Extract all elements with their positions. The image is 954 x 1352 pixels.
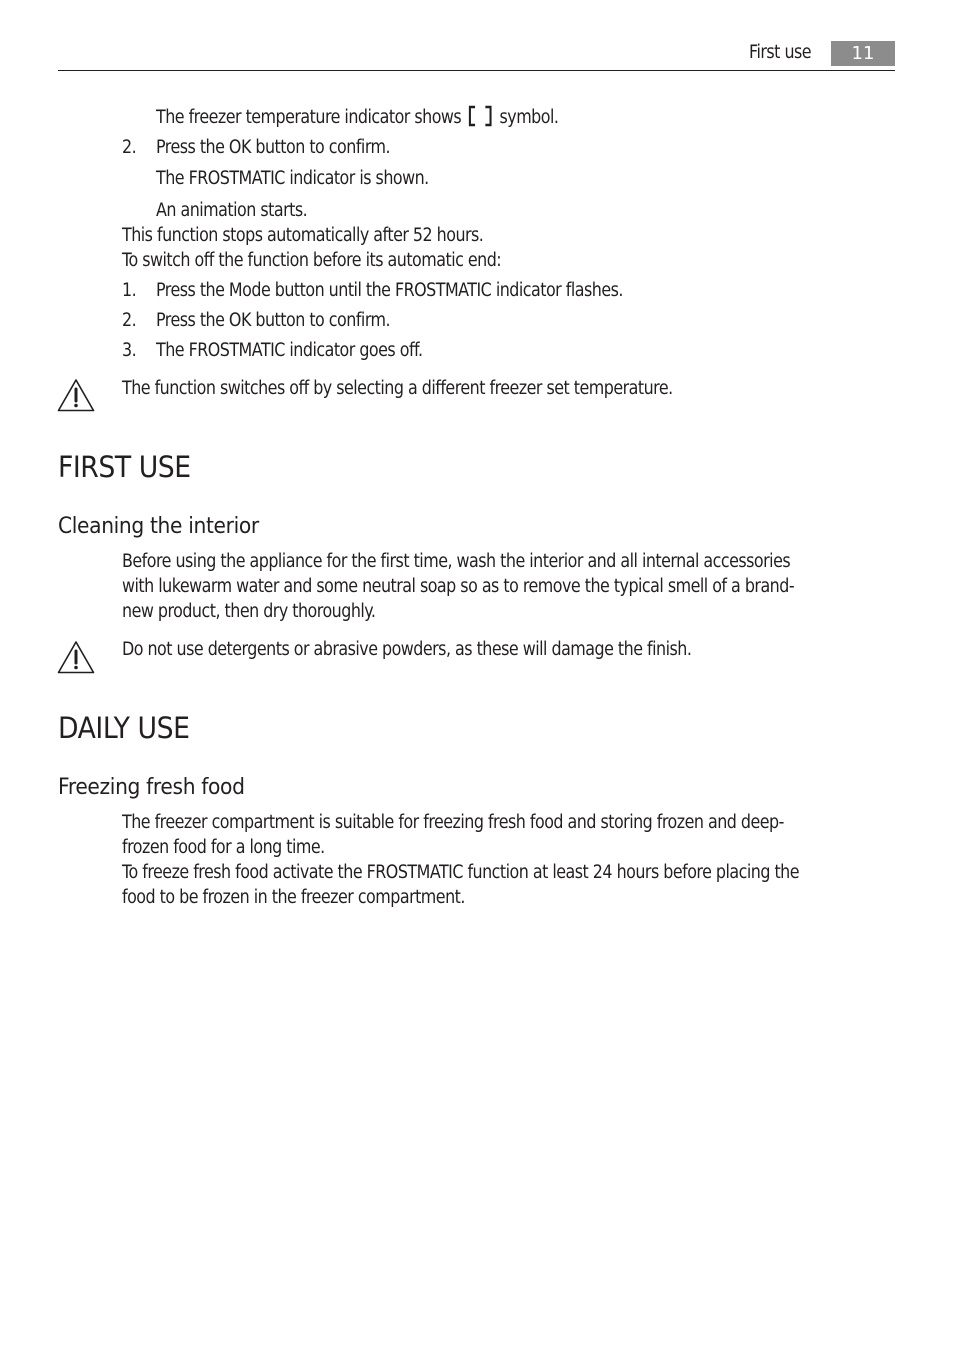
- step-text: Press the Mode button until the FROSTMATIC indicator flashes.: [156, 280, 623, 301]
- body-line: frozen food for a long time.: [122, 837, 325, 858]
- indicator-text-after: symbol.: [499, 107, 559, 128]
- body-line: The freezer compartment is suitable for freezing fresh food and storing frozen and deep-: [122, 812, 784, 833]
- warning-triangle-icon: [57, 640, 95, 674]
- step-number: 1.: [122, 280, 137, 301]
- warning-text: Do not use detergents or abrasive powders, as these will damage the finish.: [122, 639, 692, 660]
- body-line: To freeze fresh food activate the FROSTMATIC function at least 24 hours before placing the: [122, 862, 800, 883]
- section-title-daily-use: DAILY USE: [58, 711, 190, 745]
- indicator-line: [156, 105, 558, 134]
- step-text: Press the OK button to confirm.: [156, 310, 391, 331]
- frostmatic-shown-text: The FROSTMATIC indicator is shown.: [156, 168, 429, 189]
- auto-stop-text: This function stops automatically after 52 hours.: [122, 225, 484, 246]
- warning-text: The function switches off by selecting a different freezer set temperature.: [122, 378, 673, 399]
- header-section-title: First use: [749, 42, 812, 63]
- animation-text: An animation starts.: [156, 200, 308, 221]
- section-title-first-use: FIRST USE: [58, 450, 191, 484]
- body-line: Before using the appliance for the first time, wash the interior and all internal accessories: [122, 551, 791, 572]
- body-line: new product, then dry thoroughly.: [122, 601, 376, 622]
- page-number: 11: [831, 41, 895, 66]
- frost-bracket-icon: [467, 105, 493, 134]
- step-number: 2.: [122, 310, 137, 331]
- warning-triangle-icon: [57, 378, 95, 412]
- indicator-text-before: The freezer temperature indicator shows: [156, 107, 462, 128]
- body-line: food to be frozen in the freezer compartment.: [122, 887, 465, 908]
- step-text: Press the OK button to confirm.: [156, 137, 391, 158]
- step-number: 2.: [122, 137, 137, 158]
- body-line: with lukewarm water and some neutral soap so as to remove the typical smell of a brand-: [122, 576, 795, 597]
- subsection-title-cleaning: Cleaning the interior: [58, 513, 259, 539]
- switch-off-intro-text: To switch off the function before its automatic end:: [122, 250, 502, 271]
- subsection-title-freezing: Freezing fresh food: [58, 774, 245, 800]
- step-number: 3.: [122, 340, 137, 361]
- step-text: The FROSTMATIC indicator goes off.: [156, 340, 423, 361]
- header-rule: [58, 70, 895, 71]
